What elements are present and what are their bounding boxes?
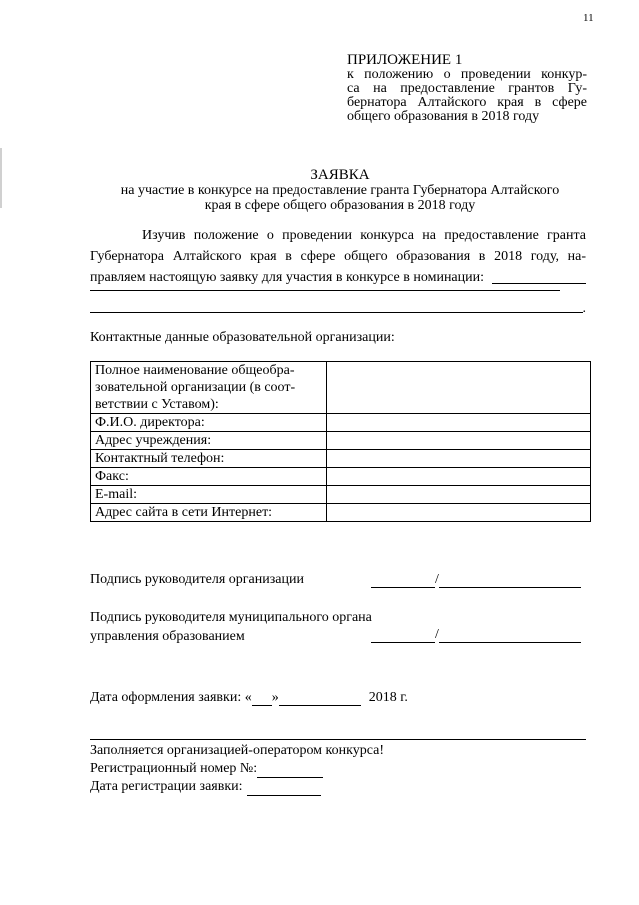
intro-line: правляем настоящую заявку для участия в конкурсе в номинации:: [90, 270, 485, 285]
appendix-block: [347, 52, 587, 124]
label-line: Полное наименование общеобра-: [95, 363, 295, 378]
page-number: 11: [583, 12, 594, 24]
nomination-field[interactable]: [492, 270, 586, 284]
appendix-line: бернатора Алтайского края в сфере: [347, 95, 587, 110]
municipal-signature-fields: [371, 627, 581, 643]
label-line: зовательной организации (в соот-: [95, 380, 296, 395]
section-divider: [90, 739, 586, 740]
contacts-table: [90, 361, 591, 522]
website-value[interactable]: [327, 504, 591, 522]
reg-number-field[interactable]: [257, 764, 323, 778]
label-line: Подпись руководителя муниципального органа: [90, 610, 372, 625]
table-row: [91, 504, 591, 522]
signature-field[interactable]: [371, 629, 435, 643]
signature-separator: /: [435, 572, 439, 587]
reg-date-field[interactable]: [247, 782, 321, 796]
fax-value[interactable]: [327, 468, 591, 486]
address-label: Адрес учреждения:: [91, 432, 327, 450]
fax-label: Факс:: [91, 468, 327, 486]
phone-value[interactable]: [327, 450, 591, 468]
date-row: [90, 690, 408, 706]
appendix-title: ПРИЛОЖЕНИЕ 1: [347, 52, 463, 68]
scan-edge-mark: [0, 148, 2, 208]
signature-name-field[interactable]: [439, 629, 581, 643]
intro-line: Изучив положение о проведении конкурса на предоставление гранта: [142, 228, 586, 243]
email-value[interactable]: [327, 486, 591, 504]
application-title: ЗАЯВКА: [310, 167, 370, 183]
phone-label: Контактный телефон:: [91, 450, 327, 468]
org-name-value[interactable]: [327, 362, 591, 414]
reg-date-label: Дата регистрации заявки:: [90, 779, 243, 794]
table-row: [91, 450, 591, 468]
heading-line: края в сфере общего образования в 2018 году: [204, 198, 476, 213]
intro-end-period: .: [582, 301, 586, 316]
signature-name-field[interactable]: [439, 574, 581, 588]
email-label: E-mail:: [91, 486, 327, 504]
heading-line: на участие в конкурсе на предоставление гранта Губернатора Алтайского: [120, 183, 560, 198]
director-value[interactable]: [327, 414, 591, 432]
date-quote-close: »: [271, 690, 279, 705]
org-name-label: [91, 362, 327, 414]
date-label: Дата оформления заявки: «: [90, 690, 252, 705]
label-line: управления образованием: [90, 629, 245, 644]
date-month-field[interactable]: [279, 692, 361, 706]
website-label: Адрес сайта в сети Интернет:: [91, 504, 327, 522]
reg-number-row: [90, 760, 384, 778]
operator-note: Заполняется организацией-оператором конкурса!: [90, 743, 384, 758]
municipal-signature-label: [90, 608, 372, 646]
contacts-label: Контактные данные образовательной организации:: [90, 330, 395, 345]
table-row: [91, 468, 591, 486]
director-label: Ф.И.О. директора:: [91, 414, 327, 432]
org-head-signature-label: Подпись руководителя организации: [90, 572, 304, 587]
table-row: [91, 486, 591, 504]
signature-field[interactable]: [371, 574, 435, 588]
reg-number-label: Регистрационный номер №:: [90, 761, 258, 776]
application-heading: [90, 168, 590, 213]
intro-paragraph: [90, 225, 586, 316]
signature-separator: /: [435, 627, 439, 642]
table-row: [91, 432, 591, 450]
reg-date-row: [90, 778, 384, 796]
nomination-continuation-line[interactable]: [90, 312, 583, 313]
address-value[interactable]: [327, 432, 591, 450]
table-row: [91, 362, 591, 414]
intro-line: Губернатора Алтайского края в сфере общего образования в 2018 году, на-: [90, 249, 586, 264]
appendix-line: общего образования в 2018 году: [347, 109, 540, 124]
date-day-field[interactable]: [252, 692, 272, 706]
appendix-line: к положению о проведении конкур-: [347, 67, 587, 82]
operator-section: [90, 742, 384, 796]
label-line: ветствии с Уставом):: [95, 397, 219, 412]
date-year: 2018 г.: [368, 690, 408, 705]
org-head-signature-fields: [371, 572, 581, 588]
nomination-continuation-line[interactable]: [90, 290, 560, 291]
table-row: [91, 414, 591, 432]
appendix-line: са на предоставление грантов Гу-: [347, 81, 587, 96]
